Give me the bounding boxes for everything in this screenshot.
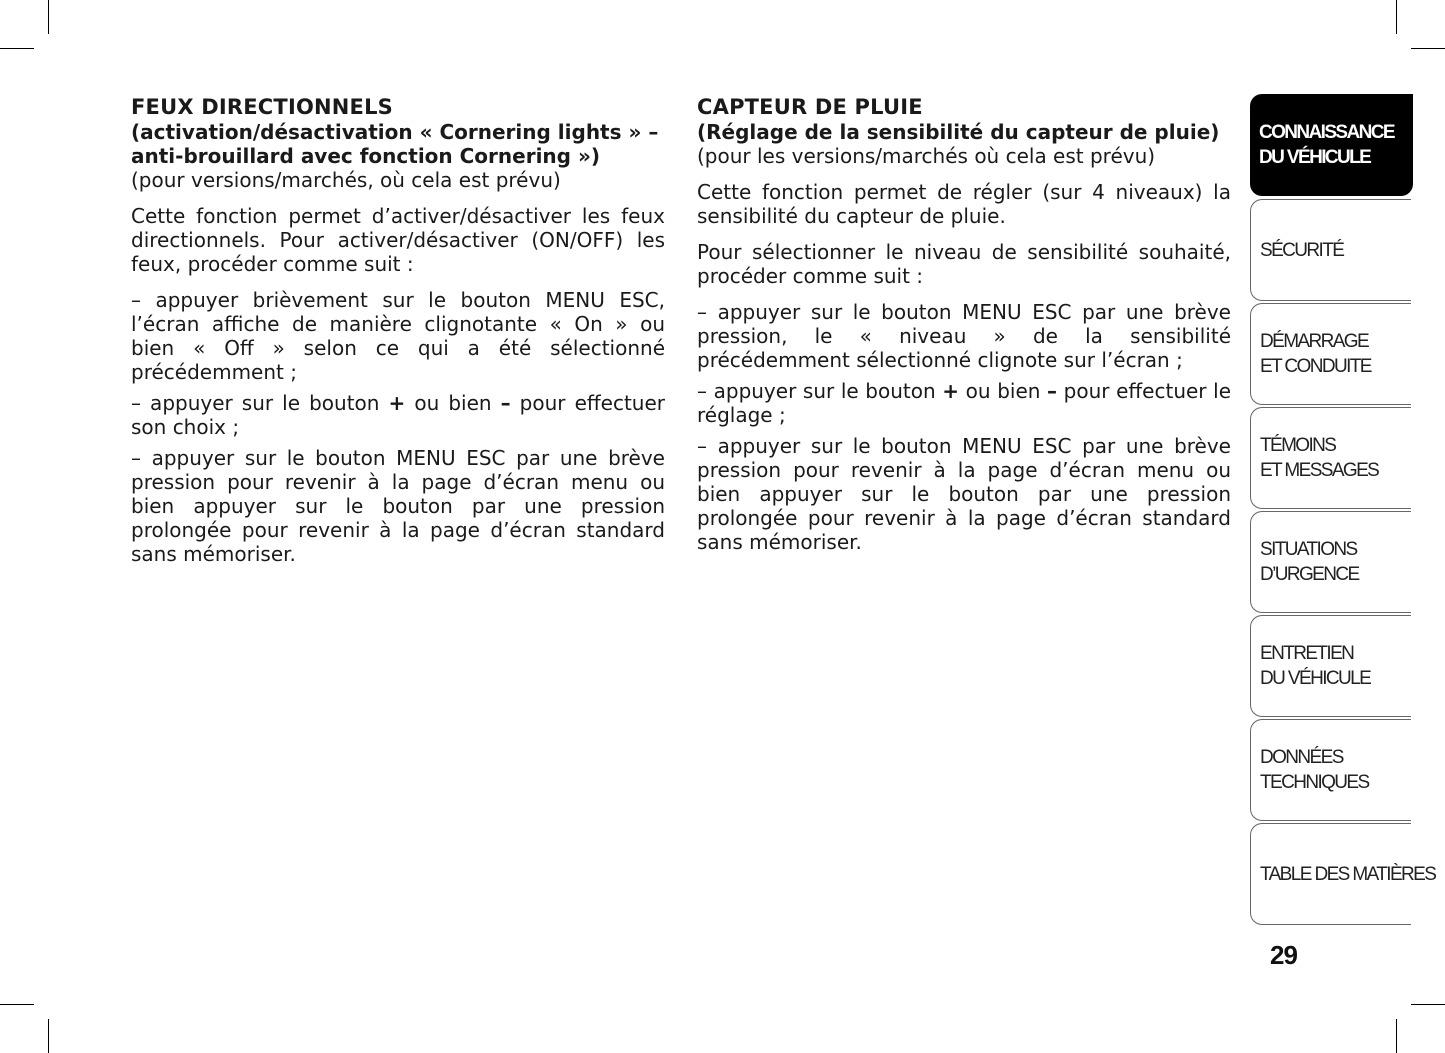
section-subtitle: (Réglage de la sensibilité du capteur de pluie) <box>697 120 1220 144</box>
step-3: – appuyer sur le bouton MENU ESC par une brève pression pour revenir à la page d’écran menu ou bien appuyer sur le bouton par une pression prolongée pour revenir à la page d’écran standard sans mémoriser. <box>131 446 665 566</box>
tab-table-des-matieres[interactable]: TABLE DES MATIÈRES <box>1250 823 1411 925</box>
step-1: – appuyer sur le bouton MENU ESC par une brève pression, le « niveau » de la sensibilité précédemment sélectionné clignote sur l’écran ; <box>697 300 1231 372</box>
section-subtitle-line1: (activation/désactivation « Cornering lights » – <box>131 120 659 144</box>
crop-mark-bottom-right-v <box>1396 1019 1397 1053</box>
plus-symbol: + <box>942 379 960 403</box>
section-title: FEUX DIRECTIONNELS <box>131 95 394 119</box>
intro-paragraph: Cette fonction permet d’activer/désactiver les feux directionnels. Pour activer/désactiver (ON/OFF) les feux, procéder comme suit : <box>131 204 665 276</box>
tab-securite[interactable]: SÉCURITÉ <box>1250 199 1411 301</box>
availability-note: (pour les versions/marchés où cela est prévu) <box>697 144 1156 168</box>
crop-mark-top-right-v <box>1396 0 1397 34</box>
tab-entretien-du-vehicule[interactable]: ENTRETIEN DU VÉHICULE <box>1250 615 1411 717</box>
intro-paragraph-2: Pour sélectionner le niveau de sensibilité souhaité, procéder comme suit : <box>697 240 1231 288</box>
section-subtitle-line2: anti-brouillard avec fonction Cornering ») <box>131 144 601 168</box>
page-number: 29 <box>1270 940 1297 970</box>
crop-mark-top-right-h <box>1411 48 1445 49</box>
step-2: – appuyer sur le bouton + ou bien – pour effectuer le réglage ; <box>697 379 1232 427</box>
step-2: – appuyer sur le bouton + ou bien – pour effectuer son choix ; <box>131 391 666 439</box>
plus-symbol: + <box>388 391 406 415</box>
minus-symbol: – <box>500 391 511 415</box>
step-3: – appuyer sur le bouton MENU ESC par une brève pression pour revenir à la page d’écran menu ou bien appuyer sur le bouton par une pression prolongée pour revenir à la page d’écran standard sans mémoriser. <box>697 434 1231 554</box>
crop-mark-bottom-right-h <box>1411 1004 1445 1005</box>
section-feux-directionnels <box>131 94 665 573</box>
tab-situations-d-urgence[interactable]: SITUATIONS D’URGENCE <box>1250 511 1411 613</box>
tab-donnees-techniques[interactable]: DONNÉES TECHNIQUES <box>1250 719 1411 821</box>
minus-symbol: – <box>1047 379 1058 403</box>
intro-paragraph: Cette fonction permet de régler (sur 4 niveaux) la sensibilité du capteur de pluie. <box>697 180 1231 228</box>
crop-mark-bottom-left-h <box>0 1004 34 1005</box>
tab-temoins-et-messages[interactable]: TÉMOINS ET MESSAGES <box>1250 407 1411 509</box>
tab-connaissance-du-vehicule[interactable]: CONNAISSANCE DU VÉHICULE <box>1250 94 1413 196</box>
section-capteur-de-pluie <box>697 94 1231 561</box>
step-1: – appuyer brièvement sur le bouton MENU ESC, l’écran affiche de manière clignotante « On » ou bien « Off » selon ce qui a été sélectionné précédemment ; <box>131 288 665 384</box>
tab-demarrage-et-conduite[interactable]: DÉMARRAGE ET CONDUITE <box>1250 303 1411 405</box>
crop-mark-top-left-v <box>48 0 49 34</box>
crop-mark-bottom-left-v <box>48 1019 49 1053</box>
availability-note: (pour versions/marchés, où cela est prévu) <box>131 168 561 192</box>
crop-mark-top-left-h <box>0 48 34 49</box>
section-title: CAPTEUR DE PLUIE <box>697 95 923 119</box>
